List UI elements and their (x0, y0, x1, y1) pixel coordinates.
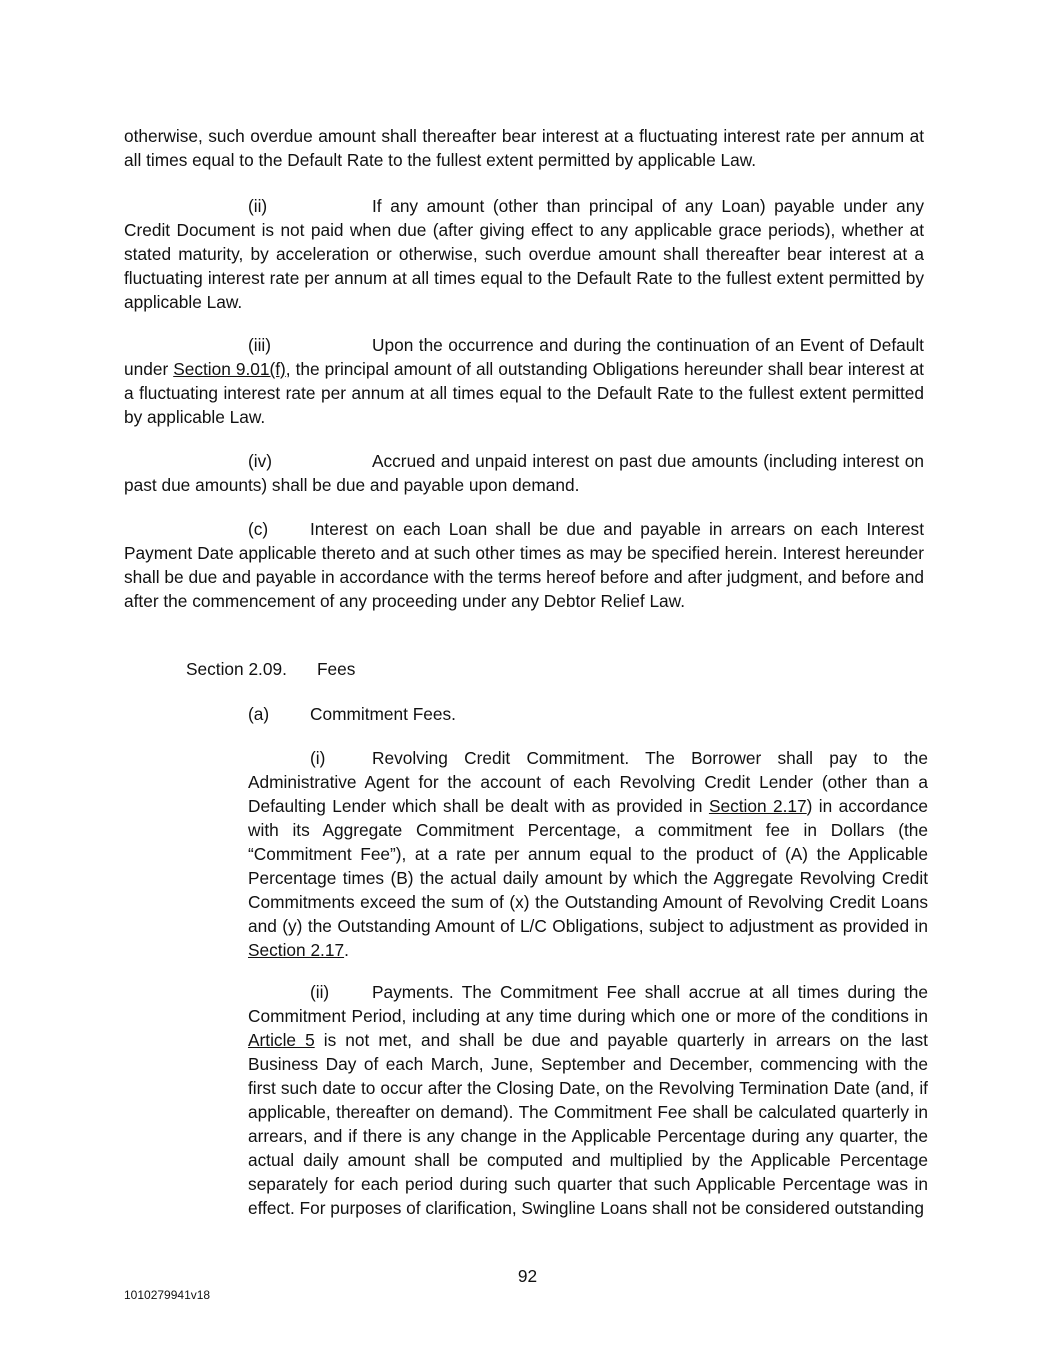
paragraph-text: Interest on each Loan shall be due and payable in arrears on each Interest Payment Date applicable thereto and at such other times as may be specified herein. Interest hereunder shall be due and payable in accordance with the terms hereof before and after judgment, and before and after the commencement of any proceeding under any Debtor Relief Law. (124, 519, 924, 611)
paragraph-label: (iii) (248, 335, 272, 355)
paragraph-text: If any amount (other than principal of any Loan) payable under any Credit Document is not paid when due (after giving effect to any applicable grace periods), whether at stated maturity, by acceleration or otherwise, such overdue amount shall thereafter bear interest at a fluctuating interest rate per annum at all times equal to the Default Rate to the fullest extent permitted by applicable Law. (124, 196, 924, 312)
subsection-heading (248, 702, 456, 726)
subsection-title: Commitment Fees. (310, 704, 456, 724)
section-title: Fees (317, 659, 356, 679)
item-text: is not met, and shall be due and payable quarterly in arrears on the last Business Day of each March, June, September and December, commencing with the first such date to occur after the Closing Date, on the Revolving Termination Date (and, if applicable, thereafter on demand). The Commitment Fee shall be calculated quarterly in arrears, and if there is any change in the Applicable Percentage during any quarter, the actual daily amount shall be computed and multiplied by the Applicable Percentage separately for each period during such quarter that such Applicable Percentage was in effect. For purposes of clarification, Swingline Loans shall not be considered outstanding (248, 1030, 928, 1218)
cross-reference-link[interactable]: Section 9.01(f) (173, 359, 286, 379)
item-i (248, 746, 928, 962)
subsection-label: (a) (248, 704, 270, 724)
paragraph-label: (c) (248, 519, 269, 539)
cross-reference-link[interactable]: Section 2.17 (708, 796, 807, 816)
paragraph-iii (124, 333, 924, 429)
cross-reference-link[interactable]: Article 5 (248, 1030, 315, 1050)
item-text: ) in accordance with its Aggregate Commitment Percentage, a commitment fee in Dollars (the “Commitment Fee”), at a rate per annum equal to the product of (A) the Applicable Percentage times (B) the actual daily amount by which the Aggregate Revolving Credit Commitments exceed the sum of (x) the Outstanding Amount of Revolving Credit Loans and (y) the Outstanding Amount of L/C Obligations, subject to adjustment as provided in (248, 796, 929, 936)
document-id: 1010279941v18 (124, 1288, 211, 1302)
paragraph-label: (ii) (248, 196, 268, 216)
item-ii (248, 980, 928, 1220)
paragraph-iv (124, 449, 924, 497)
paragraph-label: (iv) (248, 451, 272, 471)
item-label: (ii) (310, 982, 330, 1002)
section-heading (186, 657, 355, 681)
paragraph-ii (124, 194, 924, 314)
paragraph-text: , the principal amount of all outstanding Obligations hereunder shall bear interest at a fluctuating interest rate per annum at all times equal to the Default Rate to the fullest extent permitted by applicable Law. (124, 359, 924, 427)
item-text: Payments. The Commitment Fee shall accrue at all times during the Commitment Period, including at any time during which one or more of the conditions in (248, 982, 928, 1026)
section-number: Section 2.09. (186, 659, 287, 679)
item-text: . (344, 940, 349, 960)
paragraph-continuation (124, 124, 924, 172)
paragraph-text: Accrued and unpaid interest on past due amounts (including interest on past due amounts) shall be due and payable upon demand. (124, 451, 924, 495)
page-number: 92 (517, 1266, 538, 1286)
paragraph-text: otherwise, such overdue amount shall thereafter bear interest at a fluctuating interest rate per annum at all times equal to the Default Rate to the fullest extent permitted by applicable Law. (124, 126, 924, 170)
cross-reference-link[interactable]: Section 2.17 (248, 940, 345, 960)
item-text: Revolving Credit Commitment. The Borrower shall pay to the Administrative Agent for the account of each Revolving Credit Lender (other than a Defaulting Lender which shall be dealt with as provided in (248, 748, 928, 816)
paragraph-c (124, 517, 924, 613)
paragraph-text: Upon the occurrence and during the continuation of an Event of Default under (124, 335, 924, 379)
item-label: (i) (310, 748, 326, 768)
